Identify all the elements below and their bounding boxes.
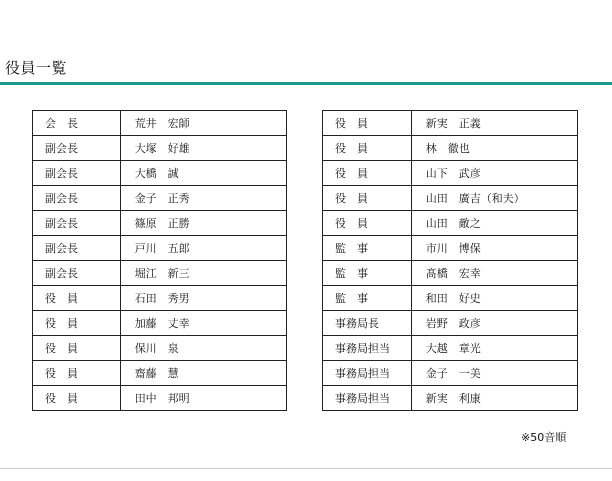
- role-cell: 役 員: [33, 286, 121, 311]
- role-cell: 役 員: [323, 136, 412, 161]
- table-row: [33, 311, 287, 336]
- name-cell: 和田 好史: [411, 286, 577, 311]
- name-cell: 篠原 正勝: [120, 211, 286, 236]
- table-row: [323, 311, 578, 336]
- table-row: [33, 136, 287, 161]
- name-cell: 加藤 丈幸: [120, 311, 286, 336]
- role-cell: 役 員: [33, 336, 121, 361]
- name-cell: 山田 廣吉（和夫）: [411, 186, 577, 211]
- role-cell: 副会長: [33, 136, 121, 161]
- name-cell: 戸川 五郎: [120, 236, 286, 261]
- role-cell: 役 員: [323, 111, 412, 136]
- sort-order-note: ※50音順: [521, 431, 567, 444]
- table-row: [33, 361, 287, 386]
- page-title: 役員一覧: [5, 59, 68, 77]
- role-cell: 副会長: [33, 261, 121, 286]
- table-row: [33, 336, 287, 361]
- name-cell: 髙橋 宏幸: [411, 261, 577, 286]
- table-row: [323, 261, 578, 286]
- role-cell: 会 長: [33, 111, 121, 136]
- name-cell: 保川 泉: [120, 336, 286, 361]
- role-cell: 副会長: [33, 161, 121, 186]
- name-cell: 山下 武彦: [411, 161, 577, 186]
- officers-table-left: [32, 110, 287, 411]
- role-cell: 監 事: [323, 236, 412, 261]
- role-cell: 役 員: [33, 311, 121, 336]
- role-cell: 監 事: [323, 286, 412, 311]
- name-cell: 堀江 新三: [120, 261, 286, 286]
- name-cell: 田中 邦明: [120, 386, 286, 411]
- table-row: [323, 136, 578, 161]
- table-row: [33, 286, 287, 311]
- table-row: [323, 236, 578, 261]
- table-row: [323, 336, 578, 361]
- role-cell: 監 事: [323, 261, 412, 286]
- name-cell: 岩野 政彦: [411, 311, 577, 336]
- role-cell: 事務局担当: [323, 361, 412, 386]
- table-row: [33, 386, 287, 411]
- name-cell: 大橋 誠: [120, 161, 286, 186]
- name-cell: 金子 一美: [411, 361, 577, 386]
- name-cell: 林 徹也: [411, 136, 577, 161]
- name-cell: 新実 利康: [411, 386, 577, 411]
- role-cell: 事務局担当: [323, 336, 412, 361]
- name-cell: 荒井 宏師: [120, 111, 286, 136]
- role-cell: 副会長: [33, 211, 121, 236]
- name-cell: 新実 正義: [411, 111, 577, 136]
- name-cell: 大塚 好雄: [120, 136, 286, 161]
- table-row: [323, 111, 578, 136]
- name-cell: 金子 正秀: [120, 186, 286, 211]
- table-row: [323, 211, 578, 236]
- officers-table-right: [322, 110, 578, 411]
- table-row: [33, 186, 287, 211]
- table-row: [323, 386, 578, 411]
- table-row: [33, 161, 287, 186]
- table-row: [33, 261, 287, 286]
- role-cell: 副会長: [33, 186, 121, 211]
- bottom-divider: [0, 468, 612, 469]
- role-cell: 事務局担当: [323, 386, 412, 411]
- table-row: [323, 186, 578, 211]
- role-cell: 事務局長: [323, 311, 412, 336]
- table-row: [33, 236, 287, 261]
- role-cell: 役 員: [33, 386, 121, 411]
- name-cell: 石田 秀男: [120, 286, 286, 311]
- role-cell: 副会長: [33, 236, 121, 261]
- table-row: [33, 111, 287, 136]
- role-cell: 役 員: [33, 361, 121, 386]
- name-cell: 市川 博保: [411, 236, 577, 261]
- table-row: [323, 286, 578, 311]
- table-row: [33, 211, 287, 236]
- name-cell: 大越 章光: [411, 336, 577, 361]
- name-cell: 齋藤 慧: [120, 361, 286, 386]
- title-underline: [0, 82, 612, 85]
- name-cell: 山田 敵之: [411, 211, 577, 236]
- role-cell: 役 員: [323, 186, 412, 211]
- role-cell: 役 員: [323, 161, 412, 186]
- table-row: [323, 161, 578, 186]
- role-cell: 役 員: [323, 211, 412, 236]
- table-row: [323, 361, 578, 386]
